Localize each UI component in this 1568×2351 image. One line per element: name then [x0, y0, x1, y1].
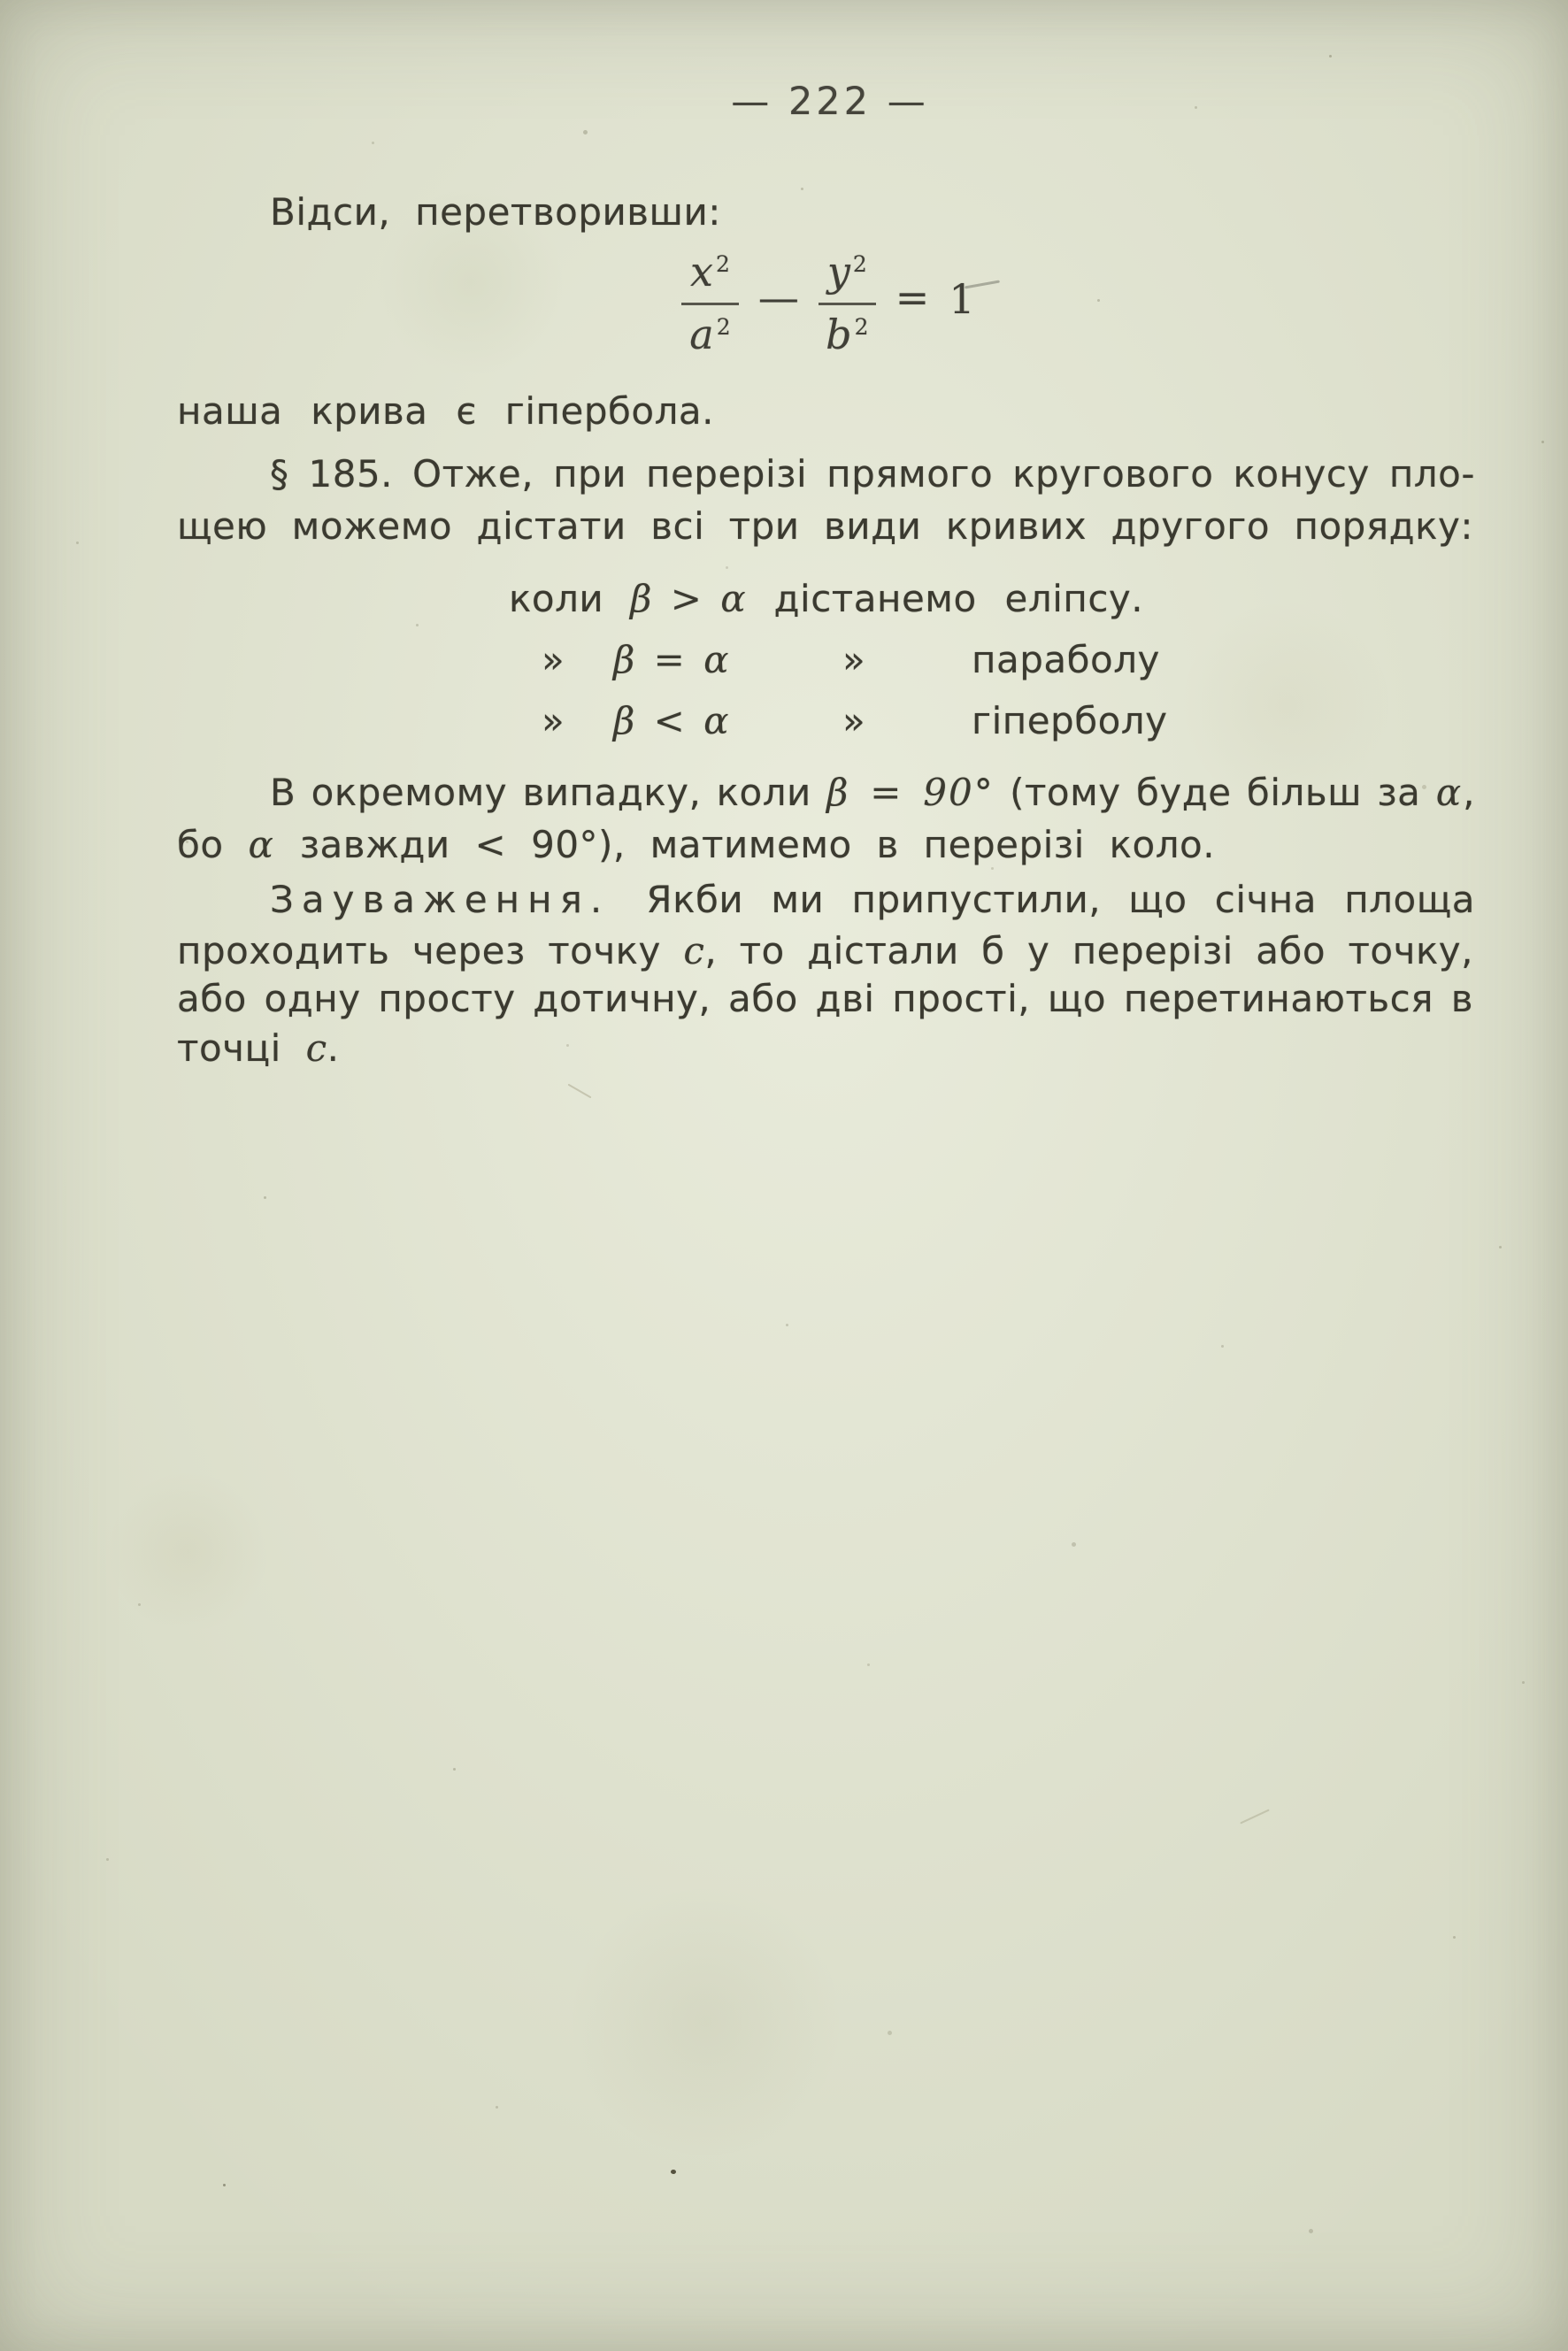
alpha-symbol: α — [248, 823, 275, 866]
numerator-y2: y $^2$ — [819, 248, 876, 305]
remark-line-2 — [177, 929, 1473, 973]
case-result: параболу — [972, 638, 1160, 681]
point-c-label: с — [305, 1026, 327, 1070]
denominator-b2: b $^2$ — [826, 311, 869, 358]
hyperbola-formula — [681, 248, 975, 358]
ditto-mark: » — [842, 699, 866, 742]
case-row-ellipse — [509, 577, 1143, 621]
remark-text: Якби ми припустили, що січна площа — [646, 878, 1475, 921]
special-text: (тому буде більш за — [1010, 771, 1421, 814]
ditto-mark: » — [542, 638, 565, 681]
paper-fiber — [1240, 1809, 1269, 1824]
alpha-symbol: α — [1435, 771, 1464, 814]
equals-sign: = — [895, 273, 930, 321]
section-185-line-1: § 185. Отже, при перерізі прямого кругового конусу пло- — [270, 452, 1475, 496]
point-c-label: с — [683, 929, 705, 972]
fraction-y2-b2 — [819, 248, 876, 358]
denominator-a2: a $^2$ — [689, 311, 731, 358]
special-case-line-1 — [270, 771, 1475, 815]
formula-rhs: 1 — [949, 274, 975, 323]
remark-line-1 — [270, 878, 1475, 922]
case-condition: β < α — [613, 699, 731, 742]
intro-line: Відси, перетворивши: — [270, 190, 721, 234]
minus-sign: — — [757, 273, 799, 321]
remark-line-4 — [177, 1026, 339, 1071]
paper-fiber — [568, 1084, 592, 1099]
case-when: коли — [509, 577, 604, 620]
special-case-line-2 — [177, 823, 1215, 867]
page-number: — 222 — — [731, 80, 929, 124]
numerator-x2: x $^2$ — [681, 248, 739, 305]
conclusion-line: наша крива є гіпербола. — [177, 389, 715, 433]
paper-dark-speck — [671, 2170, 676, 2174]
remark-text: , то дістали б у перерізі або точку, — [704, 929, 1474, 972]
remark-label: Зауваження. — [270, 878, 611, 921]
special-text: , — [1463, 771, 1475, 814]
remark-text: проходить через точку — [177, 929, 661, 972]
remark-text: . — [327, 1026, 340, 1070]
case-condition: β > α — [630, 577, 748, 620]
paper-speck-layer — [0, 0, 3, 3]
beta-equals-90: β = 90° — [826, 771, 995, 814]
case-condition: β = α — [613, 638, 731, 681]
remark-text: точці — [177, 1026, 281, 1070]
special-text: завжди < 90°), матимемо в перерізі коло. — [299, 823, 1216, 866]
special-text: В окремому випадку, коли — [270, 771, 811, 814]
case-row-hyperbola — [0, 699, 1568, 749]
section-185-line-2: щею можемо дістати всі три види кривих другого порядку: — [177, 504, 1473, 548]
fraction-x2-a2 — [681, 248, 739, 358]
case-row-parabola — [0, 638, 1568, 688]
ditto-mark: » — [542, 699, 565, 742]
ditto-mark: » — [842, 638, 866, 681]
case-result: дістанемо еліпсу. — [773, 577, 1144, 620]
case-result: гіперболу — [972, 699, 1168, 742]
remark-line-3: або одну просту дотичну, або дві прості, що перетинаються в — [177, 977, 1473, 1020]
special-text: бо — [177, 823, 224, 866]
